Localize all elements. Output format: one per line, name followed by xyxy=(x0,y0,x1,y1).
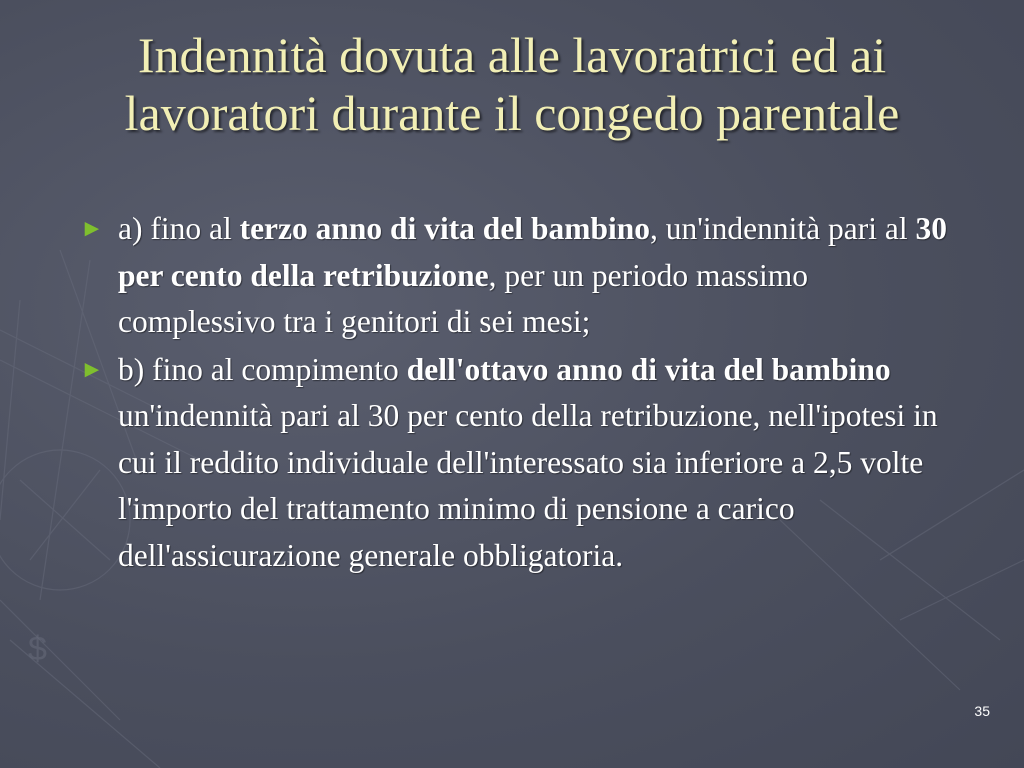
bullet-a-bold-2: 30 per cento della retribuzione xyxy=(118,211,947,293)
bullet-b-text-2: un'indennità pari al 30 per cento della retribuzione, nell'ipotesi in cui il reddito individuale dell'interessato sia inferiore a 2,5 volte l'importo del trattamento minimo di pensione a carico dell'assicurazione generale obbligatoria. xyxy=(118,398,938,573)
title-line-1: Indennità dovuta alle lavoratrici ed ai xyxy=(137,27,887,83)
bullet-arrow-icon: ► xyxy=(80,216,104,242)
bullet-arrow-icon: ► xyxy=(80,356,104,383)
bullet-a-bold-1: terzo anno di vita del bambino xyxy=(239,211,650,246)
bullet-a-text-3: , per un periodo massimo complessivo tra i genitori di sei mesi; xyxy=(118,257,808,339)
bullet-a-text-1: a) fino al xyxy=(118,211,240,246)
svg-text:$: $ xyxy=(28,630,47,668)
bullet-item-a xyxy=(80,206,950,346)
page-number: 35 xyxy=(974,703,990,719)
title-line-2: lavoratori durante il congedo parentale xyxy=(124,85,900,141)
bullet-list xyxy=(80,206,950,580)
bullet-b-bold-1: dell'ottavo anno di vita del bambino xyxy=(406,351,891,387)
bullet-b-text-1: b) fino al compimento xyxy=(118,351,407,387)
bullet-item-b xyxy=(80,347,950,580)
slide-title xyxy=(40,26,984,142)
bullet-a-text-2: , un'indennità pari al xyxy=(650,211,916,246)
